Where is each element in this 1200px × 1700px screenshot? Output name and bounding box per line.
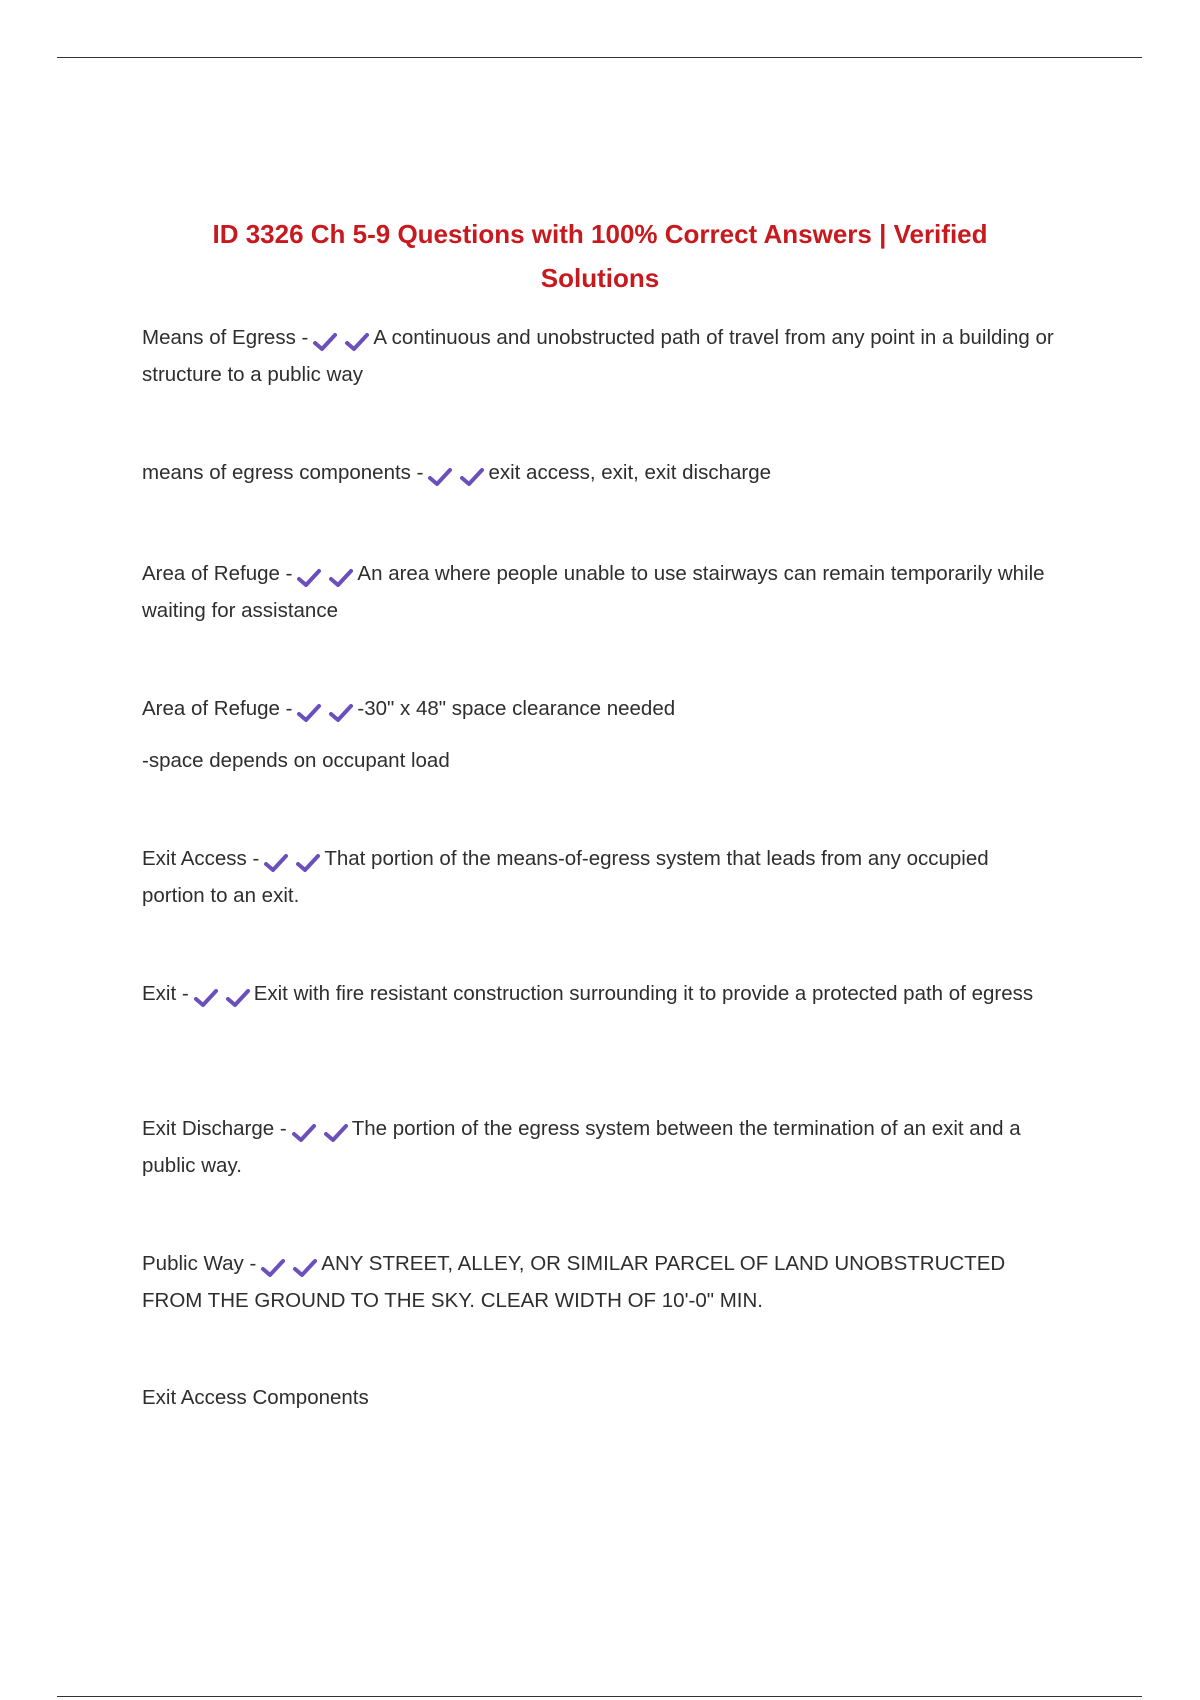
double-check-icon — [296, 560, 354, 594]
entry-line — [142, 557, 1057, 628]
entry-line — [142, 1112, 1057, 1183]
entry-term: Exit - — [142, 982, 189, 1005]
entry-term: Exit Discharge - — [142, 1117, 287, 1140]
double-check-icon — [193, 980, 251, 1014]
entry-definition: The portion of the egress system between the termination of an exit and a public way. — [142, 1117, 1021, 1177]
entry-definition: Exit with fire resistant construction surrounding it to provide a protected path of egress — [253, 982, 1034, 1005]
entry-extra-line: -space depends on occupant load — [142, 749, 450, 772]
entry-term: Exit Access - — [142, 847, 260, 870]
entry-line — [142, 1247, 1057, 1318]
entry-definition: An area where people unable to use stairways can remain temporarily while waiting for assistance — [142, 562, 1045, 622]
double-check-icon — [312, 324, 370, 358]
entry-line — [142, 321, 1057, 392]
entry-line — [142, 842, 1057, 913]
entry-term: Area of Refuge - — [142, 562, 293, 585]
qa-entry-area-of-refuge-clearance — [142, 692, 1057, 778]
entry-line — [142, 692, 1057, 729]
double-check-icon — [263, 845, 321, 879]
document-title: ID 3326 Ch 5-9 Questions with 100% Correct Answers | Verified Solutions — [212, 219, 988, 293]
entry-line — [142, 1381, 1057, 1415]
qa-entry-area-of-refuge — [142, 557, 1057, 628]
qa-entry-public-way — [142, 1247, 1057, 1318]
entry-line — [142, 456, 1057, 493]
entry-definition: exit access, exit, exit discharge — [488, 461, 772, 484]
qa-entry-exit — [142, 977, 1057, 1014]
qa-entry-exit-access-components — [142, 1381, 1057, 1415]
double-check-icon — [260, 1250, 318, 1284]
entry-term: Area of Refuge - — [142, 697, 293, 720]
entry-term: means of egress components - — [142, 461, 424, 484]
qa-entry-exit-access — [142, 842, 1057, 913]
qa-entry-exit-discharge — [142, 1112, 1057, 1183]
entry-term: Exit Access Components — [142, 1386, 369, 1409]
entry-term: Means of Egress - — [142, 326, 309, 349]
bottom-rule — [57, 1696, 1142, 1697]
entry-definition: A continuous and unobstructed path of travel from any point in a building or structure to a public way — [142, 326, 1054, 386]
double-check-icon — [296, 695, 354, 729]
entry-term: Public Way - — [142, 1252, 257, 1275]
entry-definition: -30" x 48" space clearance needed — [357, 697, 676, 720]
double-check-icon — [427, 459, 485, 493]
entry-line — [142, 977, 1057, 1014]
entry-definition: That portion of the means-of-egress system that leads from any occupied portion to an exit. — [142, 847, 989, 907]
qa-entry-means-of-egress — [142, 321, 1057, 392]
qa-entry-means-of-egress-components — [142, 456, 1057, 493]
top-rule — [57, 57, 1142, 58]
entry-definition: ANY STREET, ALLEY, OR SIMILAR PARCEL OF LAND UNOBSTRUCTED FROM THE GROUND TO THE SKY. CLEAR WIDTH OF 10'-0" MIN. — [142, 1252, 1006, 1312]
double-check-icon — [291, 1115, 349, 1149]
